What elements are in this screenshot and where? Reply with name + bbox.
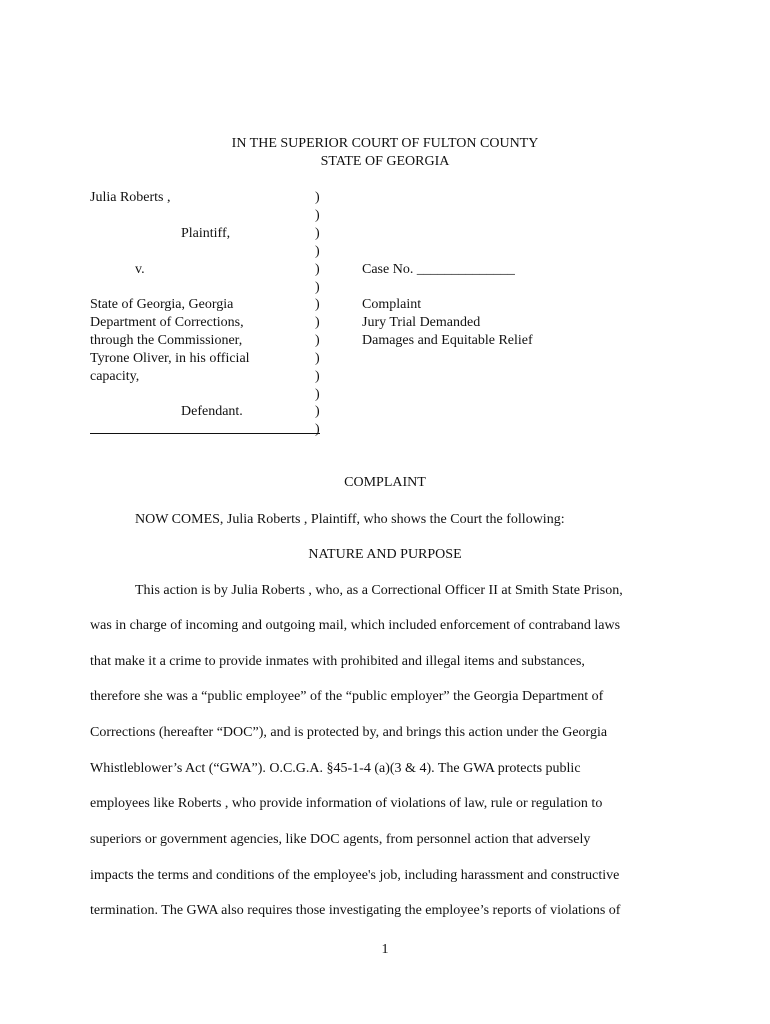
defendant-line: through the Commissioner, <box>90 333 243 348</box>
caption-paren: ) <box>315 351 320 366</box>
body-line: termination. The GWA also requires those investigating the employee’s reports of violations of <box>90 903 621 918</box>
body-line: was in charge of incoming and outgoing mail, which included enforcement of contraband laws <box>90 618 621 633</box>
caption-underline <box>90 433 320 434</box>
state-name: STATE OF GEORGIA <box>320 154 450 169</box>
caption-paren: ) <box>315 297 320 312</box>
caption-paren: ) <box>315 244 320 259</box>
defendant-label: Defendant. <box>181 404 243 419</box>
page-number: 1 <box>381 942 389 957</box>
caption-paren: ) <box>315 422 320 437</box>
case-number: Case No. ______________ <box>362 262 515 277</box>
caption-paren: ) <box>315 262 320 277</box>
body-line: Whistleblower’s Act (“GWA”). O.C.G.A. §45-1-4 (a)(3 & 4). The GWA protects public <box>90 761 581 776</box>
caption-paren: ) <box>315 387 320 402</box>
doc-info-line: Complaint <box>362 297 422 312</box>
body-line: that make it a crime to provide inmates with prohibited and illegal items and substances, <box>90 654 585 669</box>
defendant-line: capacity, <box>90 369 140 384</box>
defendant-line: Department of Corrections, <box>90 315 244 330</box>
caption-paren: ) <box>315 190 320 205</box>
versus: v. <box>135 262 145 277</box>
caption-paren: ) <box>315 369 320 384</box>
caption-paren: ) <box>315 280 320 295</box>
body-line: impacts the terms and conditions of the employee's job, including harassment and constructive <box>90 868 620 883</box>
caption-paren: ) <box>315 226 320 241</box>
body-line: Corrections (hereafter “DOC”), and is protected by, and brings this action under the Georgia <box>90 725 608 740</box>
plaintiff-name: Julia Roberts , <box>90 190 171 205</box>
document-title: COMPLAINT <box>344 475 426 490</box>
body-line: superiors or government agencies, like DOC agents, from personnel action that adversely <box>90 832 591 847</box>
caption-paren: ) <box>315 315 320 330</box>
caption-paren: ) <box>315 208 320 223</box>
defendant-line: Tyrone Oliver, in his official <box>90 351 250 366</box>
body-line: employees like Roberts , who provide information of violations of law, rule or regulation to <box>90 796 603 811</box>
plaintiff-label: Plaintiff, <box>181 226 231 241</box>
doc-info-line: Damages and Equitable Relief <box>362 333 533 348</box>
body-line: therefore she was a “public employee” of the “public employer” the Georgia Department of <box>90 689 604 704</box>
section-heading: NATURE AND PURPOSE <box>308 547 462 562</box>
intro-paragraph: NOW COMES, Julia Roberts , Plaintiff, who shows the Court the following: <box>135 512 565 527</box>
doc-info-line: Jury Trial Demanded <box>362 315 481 330</box>
body-line: This action is by Julia Roberts , who, as a Correctional Officer II at Smith State Prison, <box>135 583 623 598</box>
caption-paren: ) <box>315 404 320 419</box>
caption-paren: ) <box>315 333 320 348</box>
defendant-line: State of Georgia, Georgia <box>90 297 234 312</box>
court-name: IN THE SUPERIOR COURT OF FULTON COUNTY <box>231 136 539 151</box>
